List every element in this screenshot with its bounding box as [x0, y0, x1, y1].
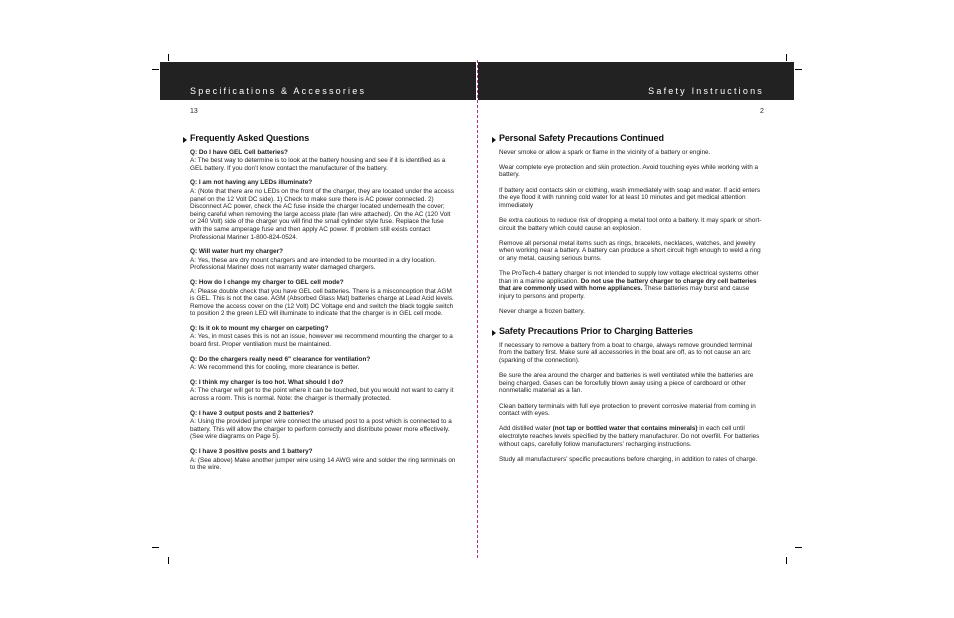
faq-item — [190, 179, 456, 241]
paragraph: If battery acid contacts skin or clothing, wash immediately with soap and water. If acid enters the eye flood it with running cold water for at least 10 minutes and get medical attention immediately — [499, 186, 761, 209]
faq-answer: A: We recommend this for cooling, more clearance is better. — [190, 364, 360, 372]
faq-question: Q: How do I change my charger to GEL cell mode? — [190, 278, 344, 286]
faq-question: Q: I have 3 positive posts and 1 battery? — [190, 448, 313, 455]
faq-item — [190, 356, 456, 372]
crop-mark — [786, 557, 787, 564]
faq-item — [190, 379, 456, 403]
right-page-number: 2 — [760, 108, 764, 115]
faq-section-title: Frequently Asked Questions — [190, 135, 456, 143]
faq-answer: A: (Note that there are no LEDs on the front of the charger, they are located under the access panel on the 12 Volt DC side). 1) Check to make sure there is AC power connected. 2) Disconnect AC power, check the AC fuse inside the charger located underneath the cover; being careful when removing the large access plate (fan wire attached). On the AC (120 Volt or 240 Volt) side of the charger you will find the small cylinder style fuse. Replace the fuse with the same amperage fuse and then apply AC power. If problem still exists contact Professional Mariner 1-800-824-0524. — [190, 187, 454, 241]
faq-question: Q: I think my charger is too hot. What should I do? — [190, 378, 344, 386]
faq-question: Q: Is it ok to mount my charger on carpeting? — [190, 324, 329, 332]
paragraph: Wear complete eye protection and skin protection. Avoid touching eyes while working with a battery. — [499, 163, 759, 179]
paragraph: Add distilled water (not tap or bottled water that contains minerals) in each cell until electrolyte reaches levels specified by the battery manufacturer. Do not overfill. For batteries without caps, carefully follow manufacturers’ recharging instructions. — [499, 425, 760, 448]
paragraph: Be extra cautious to reduce risk of dropping a metal tool onto a battery. It may spark or short-circuit the battery which could cause an explosion. — [499, 216, 762, 232]
triangle-bullet-icon — [492, 137, 496, 143]
triangle-bullet-icon — [492, 330, 496, 336]
safety-column — [499, 135, 765, 471]
faq-answer: A: The charger will get to the point where it can be touched, but you would not want to carry it across a room. This is normal. Note: the charger is thermally protected. — [190, 387, 454, 403]
faq-item — [190, 448, 456, 472]
right-header-band — [478, 62, 794, 100]
faq-item — [190, 149, 456, 173]
paragraph: Study all manufacturers’ specific precautions before charging, in addition to rates of charge. — [499, 455, 758, 463]
faq-column — [190, 135, 456, 479]
faq-list — [190, 149, 456, 472]
crop-mark — [795, 547, 802, 548]
crop-mark — [786, 54, 787, 61]
crop-mark — [168, 54, 169, 61]
paragraph: Remove all personal metal items such as rings, bracelets, necklaces, watches, and jewelry when working near a battery. A battery can produce a short circuit high enough to weld a ring or any metal, causing serious burns. — [499, 239, 761, 262]
crop-mark — [152, 69, 159, 70]
right-header-title: Safety Instructions — [648, 86, 764, 96]
paragraph: Clean battery terminals with full eye protection to prevent corrosive material from coming in contact with eyes. — [499, 402, 756, 418]
charging-precautions-section-title: Safety Precautions Prior to Charging Batteries — [499, 328, 765, 336]
faq-question: Q: I am not having any LEDs illuminate? — [190, 179, 313, 187]
faq-item — [190, 325, 456, 349]
faq-question: Q: Do I have GEL Cell batteries? — [190, 148, 288, 156]
left-header-band — [160, 62, 476, 100]
personal-safety-section-title: Personal Safety Precautions Continued — [499, 135, 765, 143]
paragraph: If necessary to remove a battery from a boat to charge, always remove grounded terminal from the battery first. Make sure all accessories in the boat are off, as to not cause an arc (sparking of the connection). — [499, 341, 753, 365]
faq-answer: A: The best way to determine is to look at the battery housing and see if it is identified as a GEL battery. If you don’t know contact the manufacturer of the battery. — [190, 157, 446, 172]
faq-answer: A: (See above) Make another jumper wire using 14 AWG wire and solder the ring terminals on to the wire. — [190, 456, 456, 472]
crop-mark — [152, 547, 159, 548]
faq-item — [190, 410, 456, 441]
center-fold-line — [477, 60, 478, 558]
left-header-title: Specifications & Accessories — [190, 86, 367, 96]
crop-mark — [795, 69, 802, 70]
faq-item — [190, 248, 456, 272]
triangle-bullet-icon — [183, 137, 187, 143]
faq-question: Q: I have 3 output posts and 2 batteries? — [190, 409, 314, 417]
paragraph: Be sure the area around the charger and batteries is well ventilated while the batteries are being charged. Gases can be forcefully blown away using a piece of cardboard or other nonmetallic material as a fan. — [499, 372, 754, 395]
paragraph: Never smoke or allow a spark or flame in the vicinity of a battery or engine. — [499, 148, 711, 156]
faq-question: Q: Will water hurt my charger? — [190, 248, 283, 256]
paragraph: Never charge a frozen battery. — [499, 308, 585, 316]
left-page-number: 13 — [190, 108, 198, 115]
faq-answer: A: Using the provided jumper wire connect the unused post to a post which is connected to a battery. This will allow the charger to perform correctly and distribute power more effectively. (See wire diagrams on Page 5). — [190, 418, 452, 441]
faq-answer: A: Yes, these are dry mount chargers and are intended to be mounted in a dry location. Professional Mariner does not warranty water damaged chargers. — [190, 256, 436, 272]
faq-item — [190, 279, 456, 318]
faq-question: Q: Do the chargers really need 6" clearance for ventilation? — [190, 355, 371, 363]
paragraph: The ProTech-4 battery charger is not intended to supply low voltage electrical systems other than in a marine application. Do not use the battery charger to charge dry cell batteries that are commonly used with home appliances. These batteries may burst and cause injury to persons and property. — [499, 270, 759, 300]
faq-answer: A: Please double check that you have GEL cell batteries. There is a misconception that AGM is GEL. This is not the case. AGM (Absorbed Glass Mat) batteries charge at Lead Acid levels. Remove the access cover on the (12 Volt) DC Voltage end and switch the black toggle switch to position 2 the green LED will illuminate to indicate that the charger is in GEL cell mode. — [190, 287, 454, 318]
faq-answer: A: Yes, in most cases this is not an issue, however we recommend mounting the charger to a board first. Proper ventilation must be maintained. — [190, 333, 453, 349]
crop-mark — [168, 557, 169, 564]
